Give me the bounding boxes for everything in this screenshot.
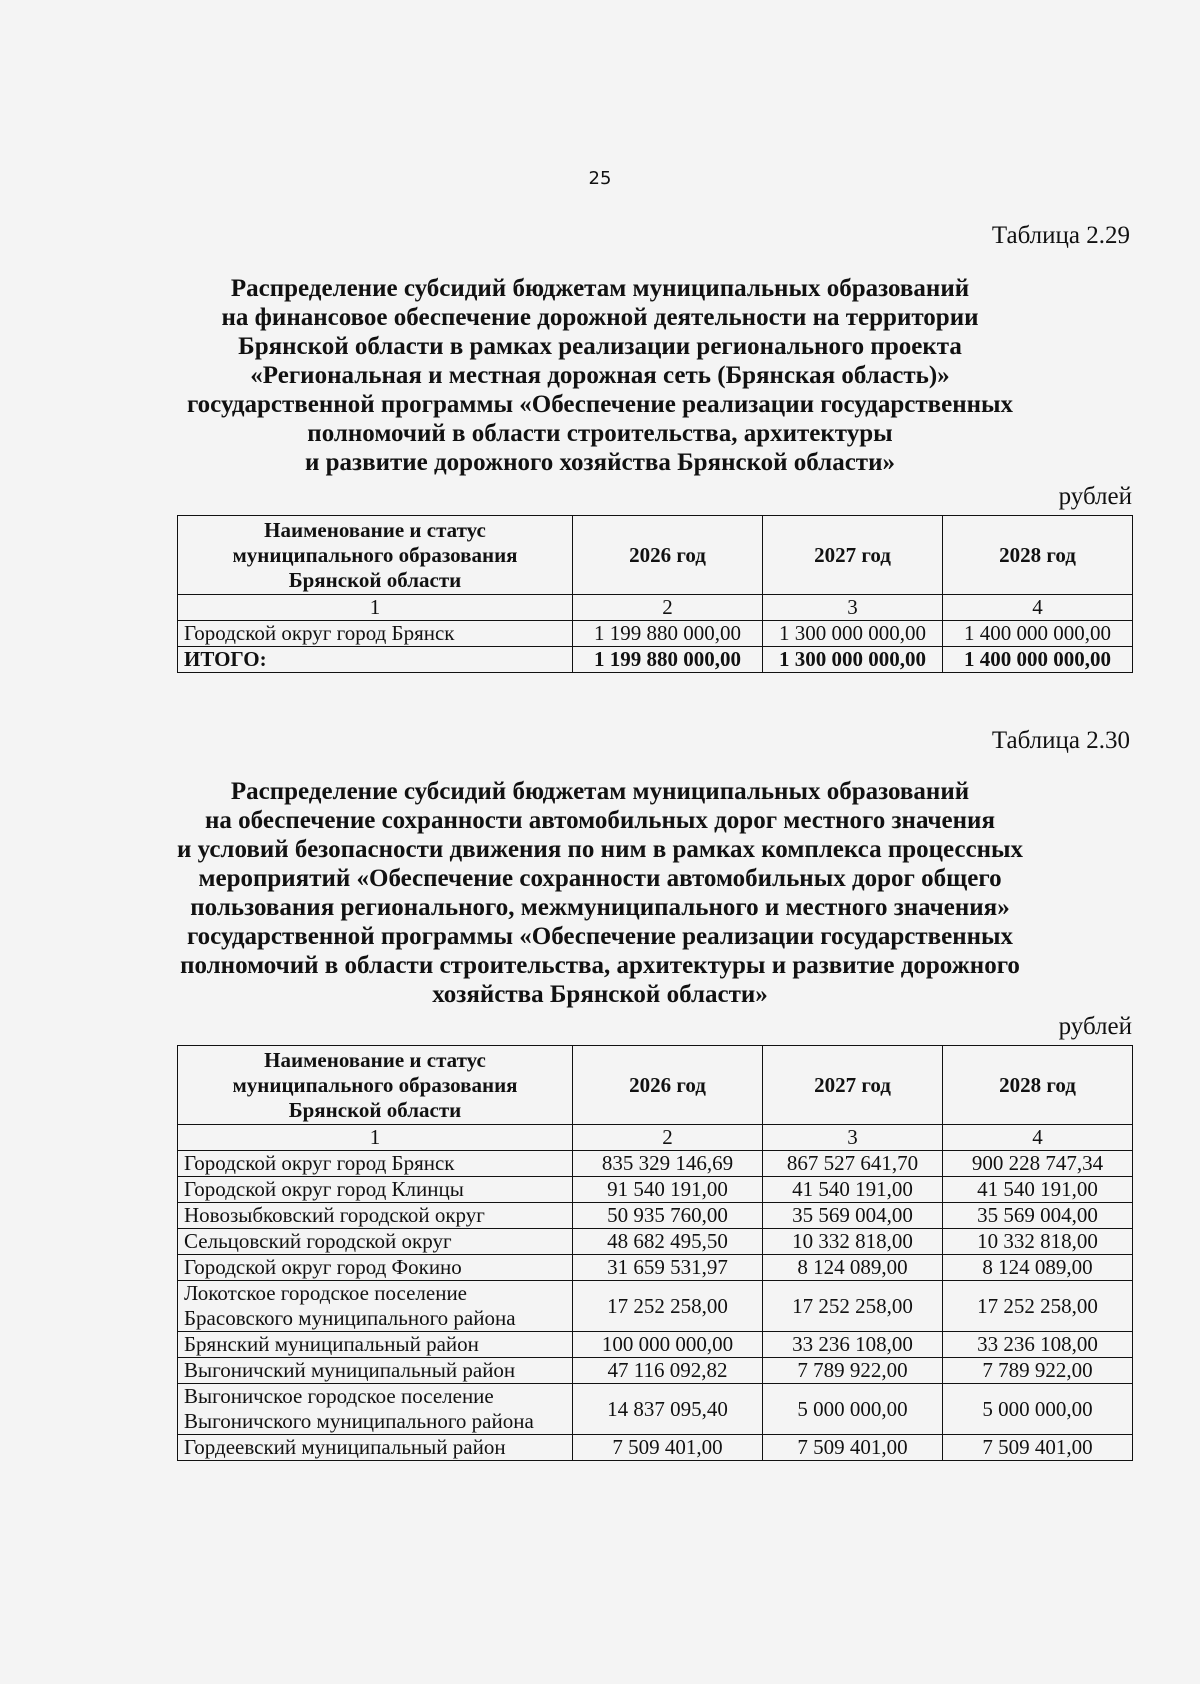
value-2026: 17 252 258,00 bbox=[573, 1281, 763, 1332]
municipality-name: Выгоничское городское поселение Выгоничского муниципального района bbox=[178, 1384, 573, 1435]
value-2026: 91 540 191,00 bbox=[573, 1177, 763, 1203]
value-2027: 17 252 258,00 bbox=[763, 1281, 943, 1332]
table-2-30 bbox=[177, 1045, 1133, 1461]
title-line: полномочий в области строительства, архитектуры bbox=[307, 420, 893, 447]
municipality-name: Новозыбковский городской округ bbox=[178, 1203, 573, 1229]
table-2-30-label: Таблица 2.30 bbox=[991, 727, 1130, 754]
municipality-name: Городской округ город Брянск bbox=[178, 1151, 573, 1177]
total-2028: 1 400 000 000,00 bbox=[943, 647, 1133, 673]
value-2028: 10 332 818,00 bbox=[943, 1229, 1133, 1255]
value-2026: 48 682 495,50 bbox=[573, 1229, 763, 1255]
header-2028: 2028 год bbox=[943, 1046, 1133, 1125]
column-number: 4 bbox=[943, 595, 1133, 621]
municipality-name: Гордеевский муниципальный район bbox=[178, 1435, 573, 1461]
table-row bbox=[178, 1203, 1133, 1229]
title-line: Распределение субсидий бюджетам муниципальных образований bbox=[230, 275, 970, 302]
title-line: Распределение субсидий бюджетам муниципальных образований bbox=[230, 778, 970, 805]
title-line: хозяйства Брянской области» bbox=[432, 981, 768, 1008]
value-2027: 41 540 191,00 bbox=[763, 1177, 943, 1203]
table-row bbox=[178, 1281, 1133, 1332]
municipality-name: Брянский муниципальный район bbox=[178, 1332, 573, 1358]
column-number: 2 bbox=[573, 1125, 763, 1151]
value-2027: 35 569 004,00 bbox=[763, 1203, 943, 1229]
title-line: «Региональная и местная дорожная сеть (Брянская область)» bbox=[250, 362, 950, 389]
municipality-name: Локотское городское поселение Брасовского муниципального района bbox=[178, 1281, 573, 1332]
header-2027: 2027 год bbox=[763, 516, 943, 595]
table-2-29 bbox=[177, 515, 1133, 673]
value-2028: 900 228 747,34 bbox=[943, 1151, 1133, 1177]
value-2027: 5 000 000,00 bbox=[763, 1384, 943, 1435]
value-2028: 33 236 108,00 bbox=[943, 1332, 1133, 1358]
title-line: государственной программы «Обеспечение реализации государственных bbox=[186, 923, 1014, 950]
header-name: Наименование и статус муниципального образования Брянской области bbox=[178, 1046, 573, 1125]
municipality-name: Городской округ город Клинцы bbox=[178, 1177, 573, 1203]
table-row bbox=[178, 1151, 1133, 1177]
column-number-row bbox=[178, 1125, 1133, 1151]
column-number-row bbox=[178, 595, 1133, 621]
table-row bbox=[178, 1358, 1133, 1384]
table-row bbox=[178, 1229, 1133, 1255]
title-line: Брянской области в рамках реализации регионального проекта bbox=[238, 333, 962, 360]
value-2027: 1 300 000 000,00 bbox=[763, 621, 943, 647]
municipality-name: Сельцовский городской округ bbox=[178, 1229, 573, 1255]
total-2026: 1 199 880 000,00 bbox=[573, 647, 763, 673]
value-2026: 7 509 401,00 bbox=[573, 1435, 763, 1461]
municipality-name: Выгоничский муниципальный район bbox=[178, 1358, 573, 1384]
table-row bbox=[178, 1177, 1133, 1203]
value-2027: 867 527 641,70 bbox=[763, 1151, 943, 1177]
table-row bbox=[178, 1332, 1133, 1358]
title-line: пользования регионального, межмуниципального и местного значения» bbox=[190, 894, 1010, 921]
header-2026: 2026 год bbox=[573, 516, 763, 595]
value-2028: 1 400 000 000,00 bbox=[943, 621, 1133, 647]
value-2026: 50 935 760,00 bbox=[573, 1203, 763, 1229]
title-line: мероприятий «Обеспечение сохранности автомобильных дорог общего bbox=[198, 865, 1002, 892]
page-number: 25 bbox=[588, 168, 612, 189]
total-2027: 1 300 000 000,00 bbox=[763, 647, 943, 673]
value-2028: 7 789 922,00 bbox=[943, 1358, 1133, 1384]
table-row bbox=[178, 1255, 1133, 1281]
table-header-row bbox=[178, 1046, 1133, 1125]
table-2-29-title bbox=[150, 274, 1050, 477]
value-2028: 41 540 191,00 bbox=[943, 1177, 1133, 1203]
value-2027: 7 789 922,00 bbox=[763, 1358, 943, 1384]
table-row bbox=[178, 1384, 1133, 1435]
column-number: 2 bbox=[573, 595, 763, 621]
header-2026: 2026 год bbox=[573, 1046, 763, 1125]
column-number: 1 bbox=[178, 1125, 573, 1151]
value-2028: 17 252 258,00 bbox=[943, 1281, 1133, 1332]
value-2028: 5 000 000,00 bbox=[943, 1384, 1133, 1435]
column-number: 4 bbox=[943, 1125, 1133, 1151]
value-2026: 47 116 092,82 bbox=[573, 1358, 763, 1384]
value-2026: 31 659 531,97 bbox=[573, 1255, 763, 1281]
value-2027: 7 509 401,00 bbox=[763, 1435, 943, 1461]
table-header-row bbox=[178, 516, 1133, 595]
header-2027: 2027 год bbox=[763, 1046, 943, 1125]
value-2027: 10 332 818,00 bbox=[763, 1229, 943, 1255]
total-label: ИТОГО: bbox=[178, 647, 573, 673]
value-2028: 35 569 004,00 bbox=[943, 1203, 1133, 1229]
total-row bbox=[178, 647, 1133, 673]
title-line: на обеспечение сохранности автомобильных дорог местного значения bbox=[205, 807, 995, 834]
header-2028: 2028 год bbox=[943, 516, 1133, 595]
column-number: 3 bbox=[763, 1125, 943, 1151]
value-2028: 7 509 401,00 bbox=[943, 1435, 1133, 1461]
value-2027: 33 236 108,00 bbox=[763, 1332, 943, 1358]
column-number: 1 bbox=[178, 595, 573, 621]
value-2026: 100 000 000,00 bbox=[573, 1332, 763, 1358]
title-line: полномочий в области строительства, архитектуры и развитие дорожного bbox=[180, 952, 1020, 979]
column-number: 3 bbox=[763, 595, 943, 621]
title-line: на финансовое обеспечение дорожной деятельности на территории bbox=[221, 304, 979, 331]
table-row bbox=[178, 1435, 1133, 1461]
table-2-29-label: Таблица 2.29 bbox=[991, 222, 1130, 249]
value-2026: 1 199 880 000,00 bbox=[573, 621, 763, 647]
value-2026: 835 329 146,69 bbox=[573, 1151, 763, 1177]
title-line: и условий безопасности движения по ним в рамках комплекса процессных bbox=[176, 836, 1024, 863]
municipality-name: Городской округ город Фокино bbox=[178, 1255, 573, 1281]
title-line: и развитие дорожного хозяйства Брянской области» bbox=[304, 449, 895, 476]
table-row bbox=[178, 621, 1133, 647]
header-name: Наименование и статус муниципального образования Брянской области bbox=[178, 516, 573, 595]
title-line: государственной программы «Обеспечение реализации государственных bbox=[186, 391, 1014, 418]
table-2-29-units: рублей bbox=[1058, 483, 1132, 510]
value-2028: 8 124 089,00 bbox=[943, 1255, 1133, 1281]
municipality-name: Городской округ город Брянск bbox=[178, 621, 573, 647]
value-2026: 14 837 095,40 bbox=[573, 1384, 763, 1435]
table-2-30-title bbox=[150, 777, 1050, 1009]
table-2-30-units: рублей bbox=[1058, 1013, 1132, 1040]
value-2027: 8 124 089,00 bbox=[763, 1255, 943, 1281]
